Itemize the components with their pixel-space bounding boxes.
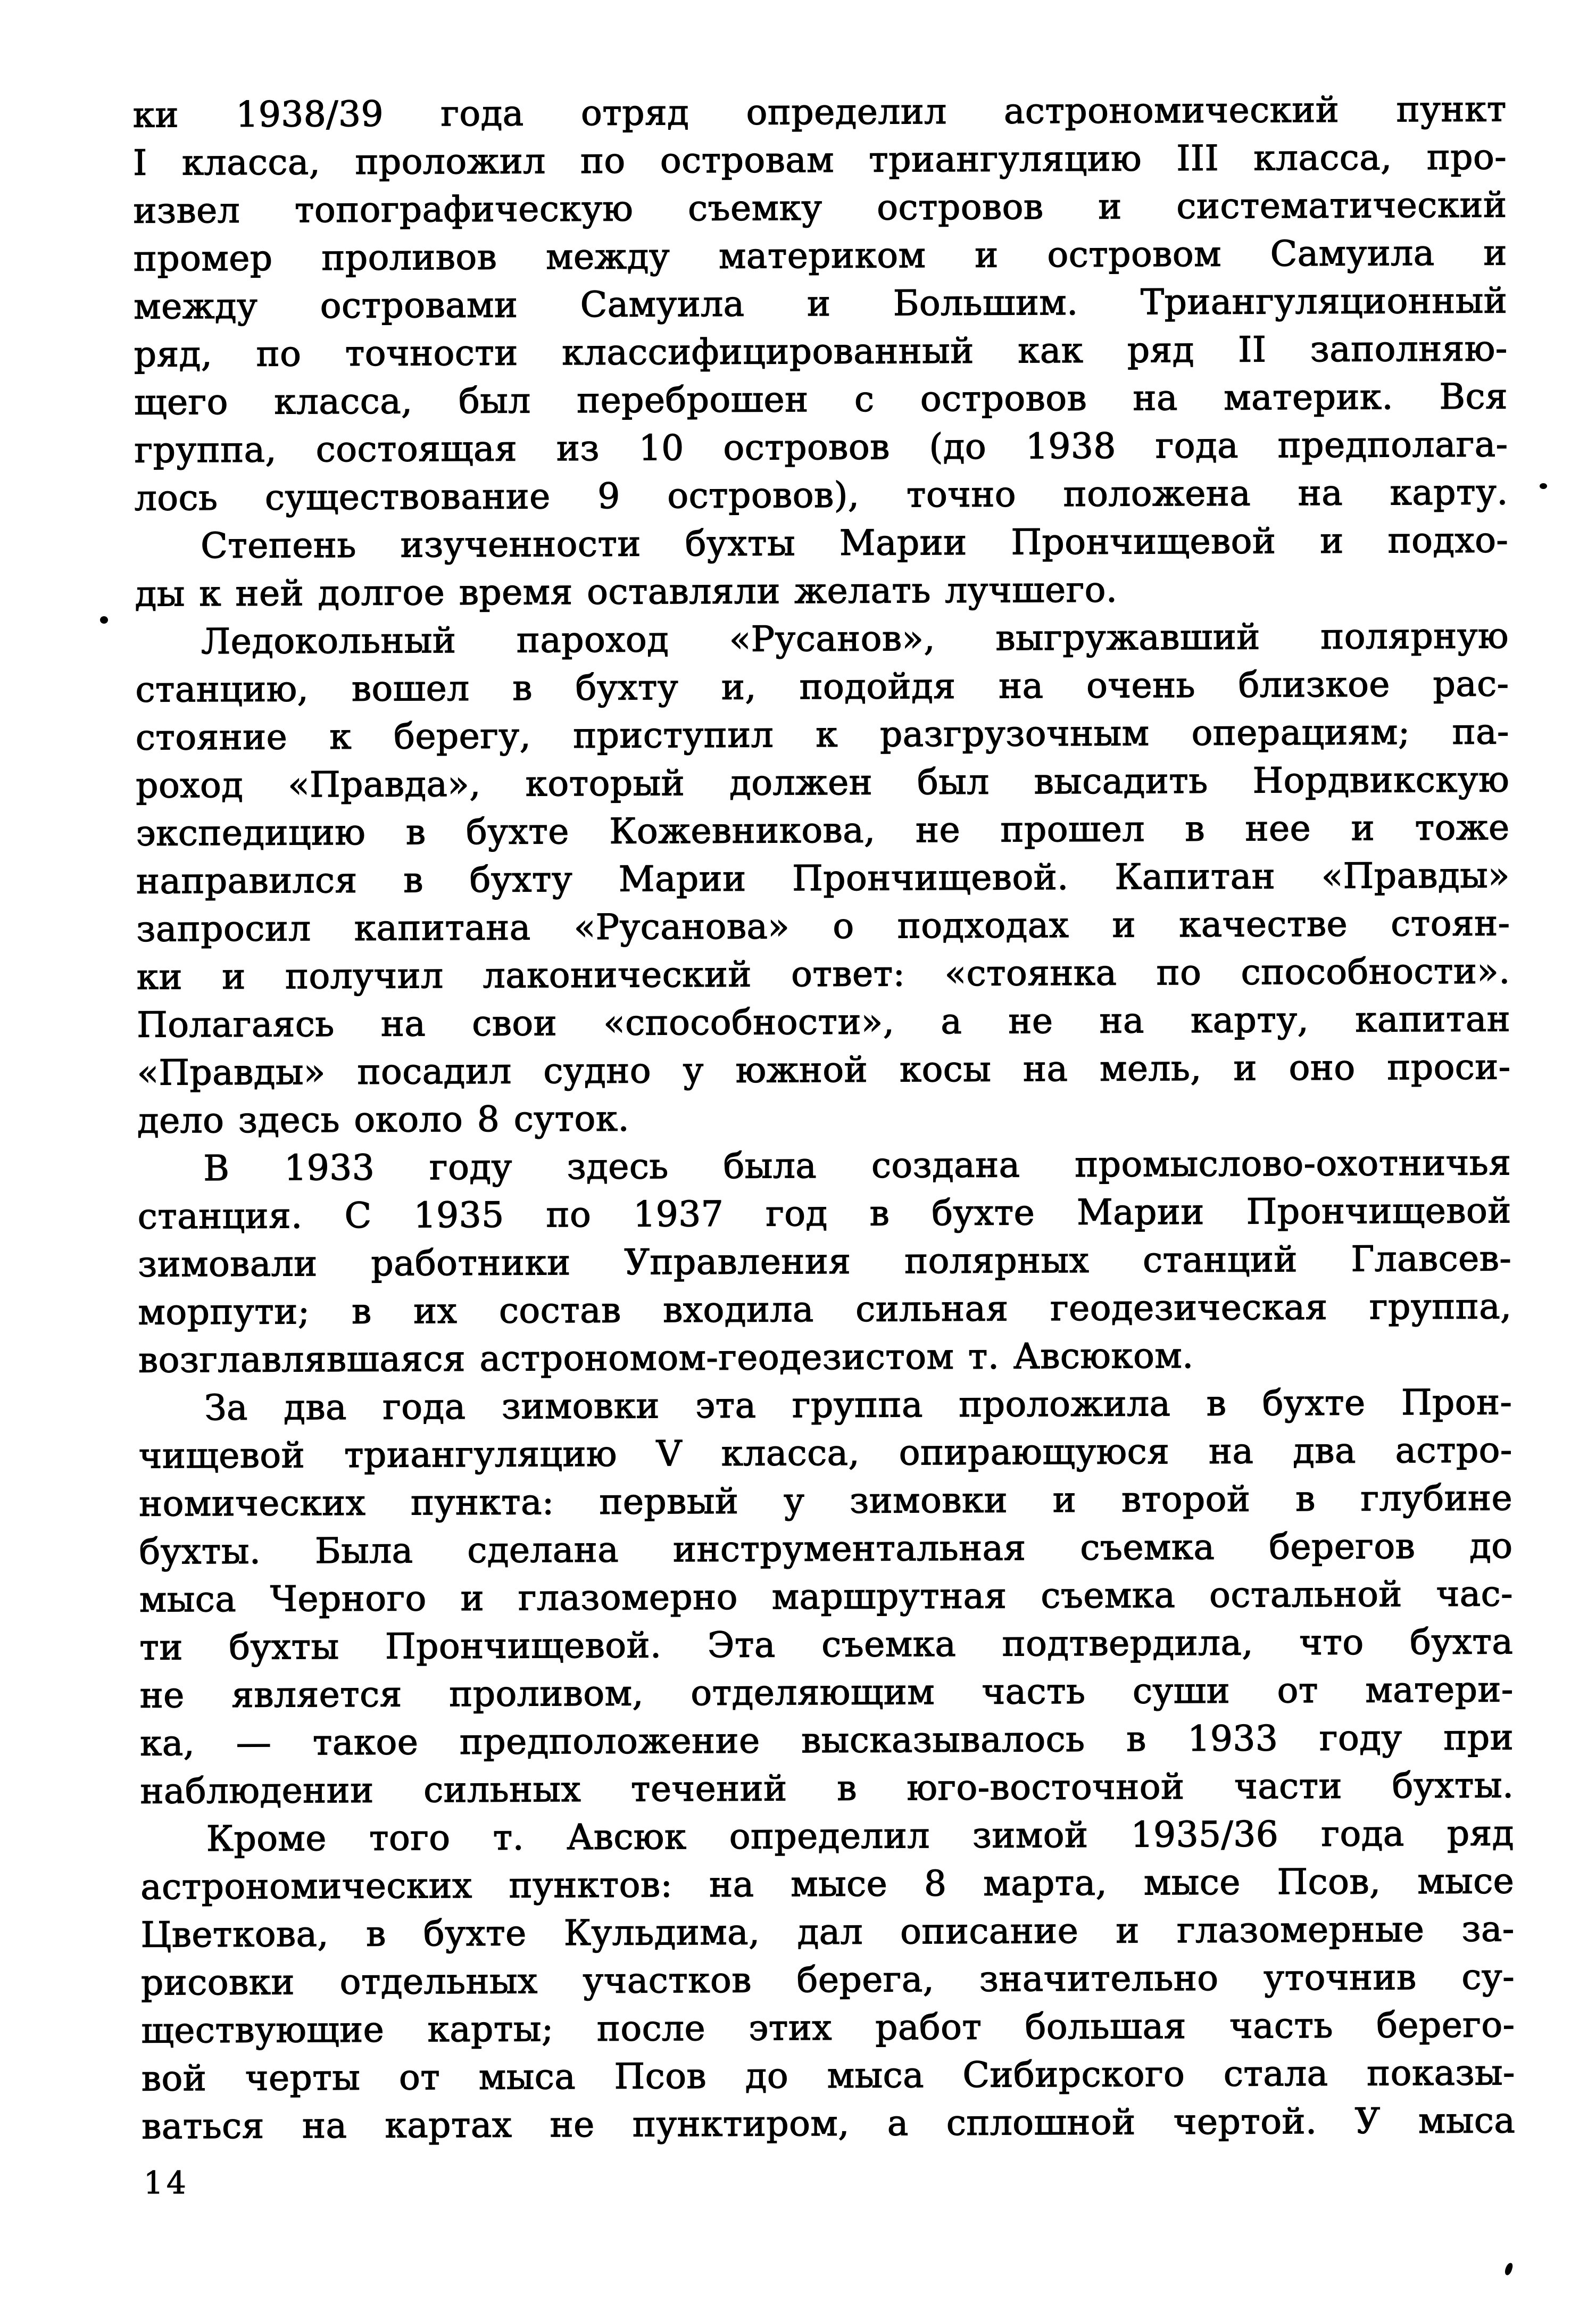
text-line: Кроме того т. Авсюк определил зимой 1935/36 года ряд (206, 1812, 1515, 1860)
text-line: Полагаясь на свои «способности», а не на карту, капитан (137, 998, 1511, 1046)
text-line: I класса, проложил по островам триангуляцию III класса, про- (132, 136, 1507, 184)
text-line: «Правды» посадил судно у южной косы на мель, и оно проси- (137, 1046, 1511, 1094)
text-line: ществующие карты; после этих работ большая часть берего- (141, 2004, 1515, 2051)
page-number: 14 (144, 2165, 189, 2201)
text-line: ды к ней долгое время оставляли желать лучшего. (135, 569, 1118, 615)
text-line: между островами Самуила и Большим. Триангуляционный (134, 280, 1508, 327)
ink-speck-bottom-right (1504, 2262, 1514, 2276)
ink-speck-left-margin (100, 616, 108, 624)
text-line: ки и получил лаконический ответ: «стоянка по способности». (136, 950, 1510, 998)
ink-speck-right-margin (1540, 483, 1547, 489)
text-line: щего класса, был переброшен с островов на материк. Вся (134, 376, 1508, 423)
text-line: извел топографическую съемку островов и систематический (133, 184, 1507, 231)
text-line: станцию, вошел в бухту и, подойдя на очень близкое рас- (135, 663, 1509, 710)
text-line: лось существование 9 островов), точно положена на карту. (134, 471, 1509, 519)
text-line: роход «Правда», который должен был высадить Нордвикскую (136, 759, 1510, 806)
text-line: не является проливом, отделяющим часть суши от матери- (139, 1669, 1514, 1716)
body-text-block (133, 85, 1516, 2150)
text-line: За два года зимовки эта группа проложила в бухте Прон- (204, 1381, 1512, 1429)
text-line: наблюдении сильных течений в юго-восточной части бухты. (140, 1765, 1514, 1812)
text-line: зимовали работники Управления полярных станций Главсев- (138, 1238, 1512, 1285)
text-line: станция. С 1935 по 1937 год в бухте Марии Прончищевой (137, 1190, 1511, 1237)
text-line: промер проливов между материком и островом Самуила и (133, 232, 1508, 279)
text-line: мыса Черного и глазомерно маршрутная съемка остальной час- (139, 1573, 1514, 1620)
text-line: экспедицию в бухте Кожевникова, не прошел в нее и тоже (136, 807, 1510, 854)
text-line: Цветкова, в бухте Кульдима, дал описание и глазомерные за- (140, 1908, 1515, 1956)
text-line: стояние к берегу, приступил к разгрузочным операциям; па- (135, 711, 1510, 758)
text-line: направился в бухту Марии Прончищевой. Капитан «Правды» (136, 855, 1510, 902)
text-line: ки 1938/39 года отряд определил астрономический пункт (132, 88, 1507, 136)
text-line: В 1933 году здесь была создана промыслово-охотничья (203, 1142, 1511, 1189)
text-line: морпути; в их состав входила сильная геодезическая группа, (138, 1286, 1512, 1333)
text-line: ка, — такое предположение высказывалось в 1933 году при (139, 1717, 1514, 1764)
text-line: группа, состоящая из 10 островов (до 1938 года предполага- (134, 424, 1508, 471)
text-line: Степень изученности бухты Марии Прончищевой и подхо- (201, 519, 1509, 567)
text-line: астрономических пунктов: на мысе 8 марта, мысе Псов, мысе (140, 1860, 1515, 1908)
text-line: ваться на картах не пунктиром, а сплошной чертой. У мыса (142, 2100, 1516, 2147)
text-line: рисовки отдельных участков берега, значительно уточнив су- (140, 1956, 1515, 2003)
text-line: вой черты от мыса Псов до мыса Сибирского стала показы- (141, 2052, 1516, 2099)
text-line: возглавлявшаяся астрономом-геодезистом т. Авсюком. (138, 1335, 1194, 1381)
text-line: запросил капитана «Русанова» о подходах и качестве стоян- (136, 902, 1510, 950)
text-line: ряд, по точности классифицированный как ряд II заполняю- (134, 328, 1508, 375)
text-line: номических пункта: первый у зимовки и второй в глубине (138, 1477, 1513, 1525)
text-line: ти бухты Прончищевой. Эта съемка подтвердила, что бухта (139, 1621, 1514, 1668)
text-line: бухты. Была сделана инструментальная съемка берегов до (139, 1525, 1513, 1572)
text-line: Ледокольный пароход «Русанов», выгружавший полярную (201, 615, 1509, 663)
text-line: дело здесь около 8 суток. (137, 1098, 630, 1141)
text-line: чищевой триангуляцию V класса, опирающуюся на два астро- (138, 1429, 1512, 1477)
